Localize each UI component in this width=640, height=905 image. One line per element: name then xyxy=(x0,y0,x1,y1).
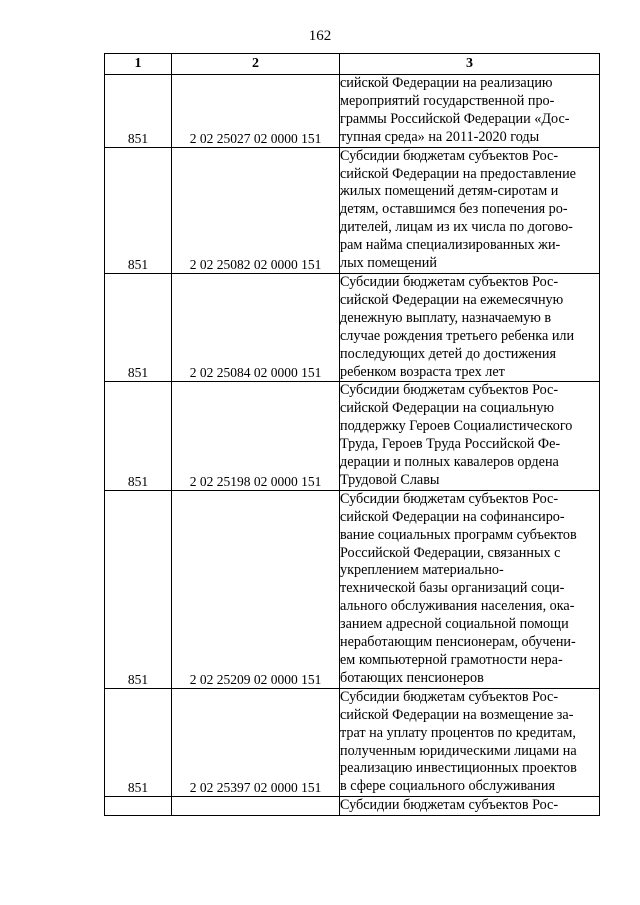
description-line: полученным юридическими лицами на xyxy=(340,742,577,759)
admin-code-cell xyxy=(105,797,172,816)
description-line: сийской Федерации на социальную xyxy=(340,400,555,417)
description-line: вание социальных программ субъектов xyxy=(340,526,577,543)
page-number: 162 xyxy=(308,28,332,44)
description-line: жилых помещений детям-сиротам и xyxy=(340,183,559,200)
admin-code-cell: 851 xyxy=(105,382,172,490)
description-line: сийской Федерации на предоставление xyxy=(340,165,576,182)
budget-code-cell: 2 02 25209 02 0000 151 xyxy=(172,490,340,688)
admin-code-cell: 851 xyxy=(105,273,172,381)
description-line: сийской Федерации на софинансиро- xyxy=(340,508,565,525)
description-line: граммы Российской Федерации «Дос- xyxy=(340,110,570,127)
description-line: неработающим пенсионерам, обучени- xyxy=(340,634,576,651)
admin-code-cell: 851 xyxy=(105,490,172,688)
description-cell xyxy=(340,75,600,148)
description-line: технической базы организаций соци- xyxy=(340,580,565,597)
description-line: Субсидии бюджетам субъектов Рос- xyxy=(340,490,559,507)
table-header-row xyxy=(105,54,600,75)
description-line: Труда, Героев Труда Российской Фе- xyxy=(340,436,561,453)
description-line: дерации и полных кавалеров ордена xyxy=(340,454,559,471)
admin-code-cell: 851 xyxy=(105,75,172,148)
table-row xyxy=(105,688,600,796)
column-header-2: 2 xyxy=(172,54,340,75)
description-line: последующих детей до достижения xyxy=(340,345,556,362)
description-line: лых помещений xyxy=(340,255,437,272)
budget-code-cell: 2 02 25082 02 0000 151 xyxy=(172,147,340,273)
description-cell xyxy=(340,273,600,381)
description-cell xyxy=(340,797,600,816)
budget-code-cell xyxy=(172,797,340,816)
description-line: сийской Федерации на ежемесячную xyxy=(340,291,564,308)
description-line: ребенком возраста трех лет xyxy=(340,363,505,380)
budget-code-cell: 2 02 25084 02 0000 151 xyxy=(172,273,340,381)
description-line: Трудовой Славы xyxy=(340,471,440,488)
description-line: ем компьютерной грамотности нера- xyxy=(340,652,563,668)
description-line: занием адресной социальной помощи xyxy=(340,616,569,633)
description-line: дителей, лицам из их числа по догово- xyxy=(340,219,573,236)
description-line: мероприятий государственной про- xyxy=(340,92,555,109)
admin-code-cell: 851 xyxy=(105,688,172,796)
description-line: укреплением материально- xyxy=(340,562,504,579)
table-row xyxy=(105,147,600,273)
description-line: ального обслуживания населения, ока- xyxy=(340,598,575,615)
description-cell xyxy=(340,382,600,490)
budget-code-cell: 2 02 25027 02 0000 151 xyxy=(172,75,340,148)
column-header-1: 1 xyxy=(105,54,172,75)
budget-classification-table xyxy=(104,53,600,816)
description-line: случае рождения третьего ребенка или xyxy=(340,327,575,344)
table-row xyxy=(105,382,600,490)
description-line: в сфере социального обслуживания xyxy=(340,778,555,795)
description-line: Субсидии бюджетам субъектов Рос- xyxy=(340,797,559,814)
description-line: сийской Федерации на возмещение за- xyxy=(340,706,574,723)
description-line: трат на уплату процентов по кредитам, xyxy=(340,724,576,741)
description-line: реализацию инвестиционных проектов xyxy=(340,760,577,777)
description-line: рам найма специализированных жи- xyxy=(340,237,561,254)
description-line: ботающих пенсионеров xyxy=(340,669,484,686)
description-line: Российской Федерации, связанных с xyxy=(340,544,561,561)
description-cell xyxy=(340,688,600,796)
description-line: Субсидии бюджетам субъектов Рос- xyxy=(340,273,559,290)
description-cell xyxy=(340,147,600,273)
description-line: денежную выплату, назначаемую в xyxy=(340,309,552,326)
budget-code-cell: 2 02 25198 02 0000 151 xyxy=(172,382,340,490)
table-body xyxy=(105,75,600,816)
description-cell xyxy=(340,490,600,688)
table-row xyxy=(105,75,600,148)
description-line: детям, оставшимся без попечения ро- xyxy=(340,201,568,218)
description-line: Субсидии бюджетам субъектов Рос- xyxy=(340,688,559,705)
description-line: тупная среда» на 2011-2020 годы xyxy=(340,128,540,145)
description-line: Субсидии бюджетам субъектов Рос- xyxy=(340,147,559,164)
description-line: Субсидии бюджетам субъектов Рос- xyxy=(340,382,559,399)
table-row xyxy=(105,273,600,381)
column-header-3: 3 xyxy=(340,54,600,75)
description-line: поддержку Героев Социалистического xyxy=(340,418,573,435)
table-row xyxy=(105,490,600,688)
table-row xyxy=(105,797,600,816)
description-line: сийской Федерации на реализацию xyxy=(340,75,553,91)
admin-code-cell: 851 xyxy=(105,147,172,273)
budget-code-cell: 2 02 25397 02 0000 151 xyxy=(172,688,340,796)
